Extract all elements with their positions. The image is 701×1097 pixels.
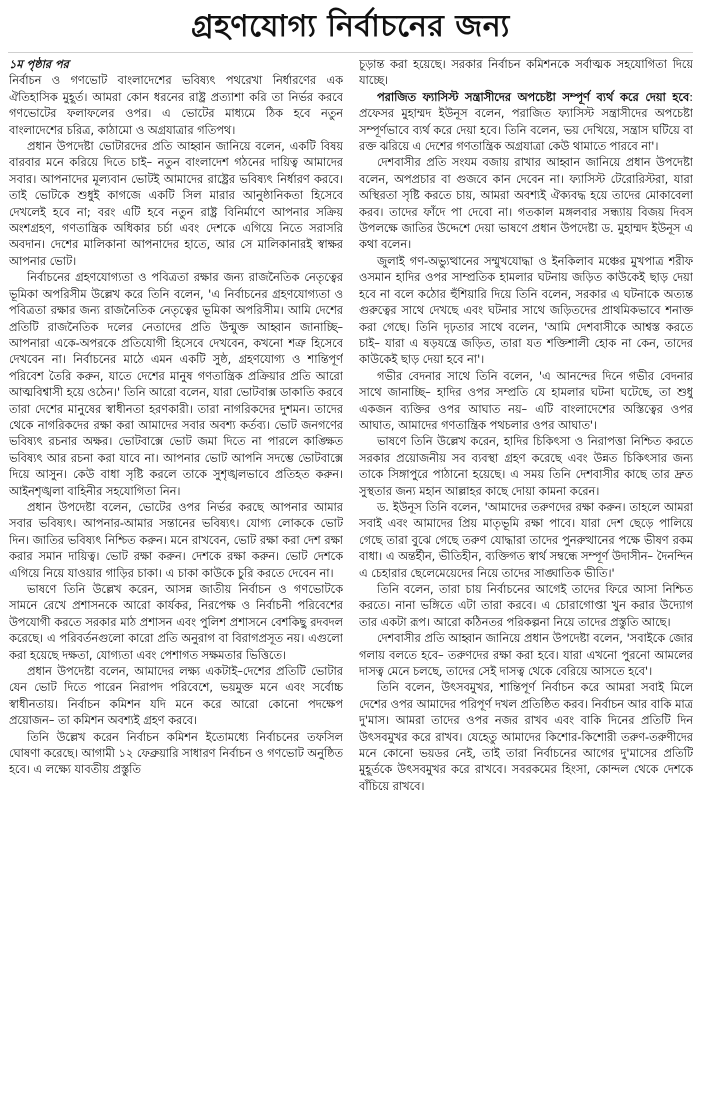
paragraph: দেশবাসীর প্রতি আহ্বান জানিয়ে প্রধান উপদেষ্টা বলেন, 'সবাইকে জোর গলায় বলতে হবে– তরুণদের রক্ষা করা হবে। যারা এখনো পুরনো আমলের দাসত্ব মেনে চলছে, তাদের সেই দাসত্ব থেকে বেরিয়ে আসতে হবে'। xyxy=(359,632,693,679)
paragraph: দেশবাসীর প্রতি সংযম বজায় রাখার আহ্বান জানিয়ে প্রধান উপদেষ্টা বলেন, অপপ্রচার বা গুজবে কান দেবেন না। ফ্যাসিস্ট টেরোরিস্টরা, যারা অস্থিরতা সৃষ্টি করতে চায়, আমরা অবশ্যই ঐক্যবদ্ধ হয়ে তাদের মোকাবেলা করব। তাদের ফাঁদে পা দেবো না। গতকাল মঙ্গলবার সন্ধ্যায় বিজয় দিবস উপলক্ষে জাতির উদ্দেশে দেয়া ভাষণে প্রধান উপদেষ্টা ড. মুহাম্মদ ইউনূস এ কথা বলেন। xyxy=(359,156,693,252)
paragraph: চূড়ান্ত করা হয়েছে। সরকার নির্বাচন কমিশনকে সর্বাত্মক সহযোগিতা দিয়ে যাচ্ছে। xyxy=(359,58,693,88)
paragraph: তিনি বলেন, তারা চায় নির্বাচনের আগেই তাদের ফিরে আসা নিশ্চিত করতে। নানা ভঙ্গিতে এটা তারা করবে। এ চোরাগোপ্তা খুন করার উদ্যোগ তার একটা রূপ। আরো কঠিনতর পরিকল্পনা নিয়ে তাদের প্রস্তুতি আছে। xyxy=(359,583,693,629)
subheading-paragraph xyxy=(359,90,693,156)
paragraph xyxy=(9,57,343,73)
left-column xyxy=(9,57,343,1093)
paragraph: ভাষণে তিনি উল্লেখ করেন, আসন্ন জাতীয় নির্বাচন ও গণভোটকে সামনে রেখে প্রশাসনকে আরো কার্যকর, নিরপেক্ষ ও নির্বাচনী পরিবেশের উপযোগী করতে সরকার মাঠ প্রশাসন এবং পুলিশ প্রশাসনে বেশকিছু রদবদল করেছে। এ পরিবর্তনগুলো কারো প্রতি অনুরাগ বা বিরাগপ্রসূত নয়। এগুলো করা হয়েছে দক্ষতা, যোগ্যতা এবং পেশাগত সক্ষমতার ভিত্তিতে। xyxy=(9,583,343,662)
paragraph: ড. ইউনূস তিনি বলেন, 'আমাদের তরুণদের রক্ষা করুন। তাহলে আমরা সবাই এবং আমাদের প্রিয় মাতৃভূমি রক্ষা পাবে। যারা দেশ ছেড়ে পালিয়ে গেছে তারা বুঝে গেছে তরুণ যোদ্ধারা তাদের পুনরুত্থানের পক্ষে ভীষণ রকম বাধা। এ অন্তর্হীন, ভীতিহীন, ব্যক্তিগত স্বার্থ সম্বন্ধে সম্পূর্ণ উদাসীন– দৈনন্দিন এ চেহারার ছেলেমেয়েদের নিয়ে তাদের সাঙ্ঘাতিক ভীতি।' xyxy=(359,500,693,580)
paragraph: জুলাই গণ-অভ্যুত্থানের সম্মুখযোদ্ধা ও ইনকিলাব মঞ্চের মুখপাত্র শরীফ ওসমান হাদির ওপর সাম্প্রতিক হামলার ঘটনায় জড়িত কাউকেই ছাড় দেয়া হবে না বলে কঠোর হুঁশিয়ারি দিয়ে তিনি বলেন, সরকার এ ঘটনাকে অত্যন্ত গুরুত্বের সাথে দেখছে এবং ঘটনার সাথে জড়িতদের প্রাথমিকভাবে শনাক্ত করা গেছে। তিনি দৃঢ়তার সাথে বলেন, 'আমি দেশবাসীকে আশ্বস্ত করতে চাই– যারা এ ষড়যন্ত্রে জড়িত, তারা যত শক্তিশালী হোক না কেন, তাদের কাউকেই ছাড় দেয়া হবে না'। xyxy=(359,254,693,367)
subheading: পরাজিত ফ্যাসিস্ট সন্ত্রাসীদের অপচেষ্টা সম্পূর্ণ ব্যর্থ করে দেয়া হবে xyxy=(377,90,690,104)
paragraph: প্রধান উপদেষ্টা বলেন, ভোটের ওপর নির্ভর করছে আপনার আমার সবার ভবিষ্যৎ। আপনার-আমার সন্তানের ভবিষ্যৎ। যোগ্য লোককে ভোট দিন। জাতির ভবিষ্যৎ নিশ্চিত করুন। মনে রাখবেন, ভোট রক্ষা করা দেশ রক্ষা করার সমান দায়িত্ব। ভোট রক্ষা করুন। দেশকে রক্ষা করুন। ভোট দেশকে এগিয়ে নিয়ে যাওয়ার গাড়ির চাকা। এ চাকা কাউকে চুরি করতে দেবেন না। xyxy=(9,500,343,580)
paragraph: নির্বাচন ও গণভোট বাংলাদেশের ভবিষ্যৎ পথরেখা নির্ধারণের এক ঐতিহাসিক মুহূর্ত। আমরা কোন ধরনের রাষ্ট্র প্রত্যাশা করি তা নির্ভর করবে গণভোটের ফলাফলের ওপর। এ ভোটের মাধ্যমে ঠিক হবে নতুন বাংলাদেশের চরিত্র, কাঠামো ও অগ্রযাত্রার গতিপথ। xyxy=(9,74,343,137)
paragraph: গভীর বেদনার সাথে তিনি বলেন, 'এ আনন্দের দিনে গভীর বেদনার সাথে জানাচ্ছি– হাদির ওপর সম্প্রতি যে হামলার ঘটনা ঘটেছে, তা শুধু একজন ব্যক্তির ওপর আঘাত নয়– এটি বাংলাদেশের অস্তিত্বের ওপর আঘাত, আমাদের গণতান্ত্রিক পথচলার ওপর আঘাত'। xyxy=(359,369,693,432)
headline-divider xyxy=(8,52,693,53)
paragraph: প্রধান উপদেষ্টা বলেন, আমাদের লক্ষ্য একটাই–দেশের প্রতিটি ভোটার যেন ভোট দিতে পারেন নিরাপদ পরিবেশে, ভয়মুক্ত মনে এবং সর্বোচ্চ স্বাধীনতায়। নির্বাচন কমিশন যদি মনে করে আরো কোনো পদক্ষেপ প্রয়োজন– তা কমিশন অবশ্যই গ্রহণ করবে। xyxy=(9,665,343,728)
continued-label: ১ম পৃষ্ঠার পর xyxy=(9,58,69,71)
paragraph: প্রধান উপদেষ্টা ভোটারদের প্রতি আহ্বান জানিয়ে বলেন, একটি বিষয় বারবার মনে করিয়ে দিতে চাই– নতুন বাংলাদেশ গঠনের দায়িত্ব আমাদের সবার। আপনাদের মূল্যবান ভোটই আমাদের রাষ্ট্রের ভবিষ্যৎ নির্ধারণ করবে। তাই ভোটকে শুধুই কাগজে একটি সিল মারার আনুষ্ঠানিকতা হিসেবে দেখলেই হবে না; বরং এটি হবে নতুন রাষ্ট্র বিনির্মাণে আপনার সক্রিয় অংশগ্রহণ, গণতান্ত্রিক অধিকার চর্চা এবং দেশকে এগিয়ে নিতে সরাসরি অবদান। দেশের মালিকানা আপনাদের হাতে, আর সে মালিকানারই স্বাক্ষর আপনার ভোট। xyxy=(9,140,343,268)
paragraph: ভাষণে তিনি উল্লেখ করেন, হাদির চিকিৎসা ও নিরাপত্তা নিশ্চিত করতে সরকার প্রয়োজনীয় সব ব্যবস্থা গ্রহণ করেছে এবং উন্নত চিকিৎসার জন্য তাকে সিঙ্গাপুরে পাঠানো হয়েছে। এ সময় তিনি দেশবাসীর কাছে তার দ্রুত সুস্থতার জন্য মহান আল্লাহর কাছে দোয়া কামনা করেন। xyxy=(359,435,693,498)
paragraph: নির্বাচনের গ্রহণযোগ্যতা ও পবিত্রতা রক্ষার জন্য রাজনৈতিক নেতৃত্বের ভূমিকা অপরিসীম উল্লেখ করে তিনি বলেন, 'এ নির্বাচনের গ্রহণযোগ্যতা ও পবিত্রতা রক্ষার জন্য রাজনৈতিক নেতৃত্বের ভূমিকা অপরিসীম। আমি দেশের প্রতিটি রাজনৈতিক দলের নেতাদের প্রতি উন্মুক্ত আহ্বান জানাচ্ছি– আপনারা একে-অপরকে প্রতিযোগী হিসেবে দেখবেন, কখনো শত্রু হিসেবে দেখবেন না। নির্বাচনের মাঠে এমন একটি সুষ্ঠ, গ্রহণযোগ্য ও শান্তিপূর্ণ পরিবেশ তৈরি করুন, যাতে দেশের মানুষ গণতান্ত্রিক প্রক্রিয়ার প্রতি আরো আত্মবিশ্বাসী হয়ে ওঠেন।' তিনি আরো বলেন, যারা ভোটবাক্স ডাকাতি করবে তারা দেশের মানুষের স্বাধীনতা হরণকারী। তারা নাগরিকদের দুশমন। তাদের থেকে নাগরিকদের রক্ষা করা আমাদের সবার অবশ্য কর্তব্য। ভোট জনগণের ভবিষ্যৎ রচনার অক্ষর। ভোটবাক্সে ভোট জমা দিতে না পারলে কাঙ্ক্ষিত ভবিষ্যৎ আর রচনা করা যাবে না। আপনার ভোট আপনি সদম্ভে ভোটবাক্সে দিয়ে আসুন। কেউ বাধা সৃষ্টি করলে তাকে সুশৃঙ্খলভাবে প্রতিহত করুন। আইনশৃঙ্খলা বাহিনীর সহযোগিতা নিন। xyxy=(9,271,343,498)
subheading-text: : প্রফেসর মুহাম্মদ ইউনূস বলেন, পরাজিত ফ্যাসিস্ট সন্ত্রাসীদের অপচেষ্টা সম্পূর্ণভাবে ব্যর্থ করে দেয়া হবে। তিনি বলেন, ভয় দেখিয়ে, সন্ত্রাস ঘটিয়ে বা রক্ত ঝরিয়ে এ দেশের গণতান্ত্রিক অগ্রযাত্রা কেউ থামাতে পারবে না'। xyxy=(359,90,693,154)
paragraph: তিনি বলেন, উৎসবমুখর, শান্তিপূর্ণ নির্বাচন করে আমরা সবাই মিলে দেশের ওপর আমাদের পরিপূর্ণ দখল প্রতিষ্ঠিত করব। নির্বাচন আর বাকি মাত্র দু'মাস। আমরা তাদের ওপর নজর রাখব এবং বাকি দিনের প্রতিটি দিন উৎসবমুখর করে রাখব। যেহেতু আমাদের কিশোর-কিশোরী তরুণ-তরুণীদের মনে কোনো ভয়ডর নেই, তাই তারা নির্বাচনের আগের দু'মাসের প্রতিটি মুহূর্তকে উৎসবমুখর করে রাখবে। সবরকমের হিংসা, কোন্দল থেকে দেশকে বাঁচিয়ে রাখবে। xyxy=(359,681,693,793)
paragraph: তিনি উল্লেখ করেন নির্বাচন কমিশন ইতোমধ্যে নির্বাচনের তফসিল ঘোষণা করেছে। আগামী ১২ ফেব্রুয়ারি সাধারণ নির্বাচন ও গণভোট অনুষ্ঠিত হবে। এ লক্ষ্যে যাবতীয় প্রস্তুতি xyxy=(9,730,343,777)
headline: গ্রহণযোগ্য নির্বাচনের জন্য xyxy=(191,9,510,44)
right-column xyxy=(359,57,693,1093)
